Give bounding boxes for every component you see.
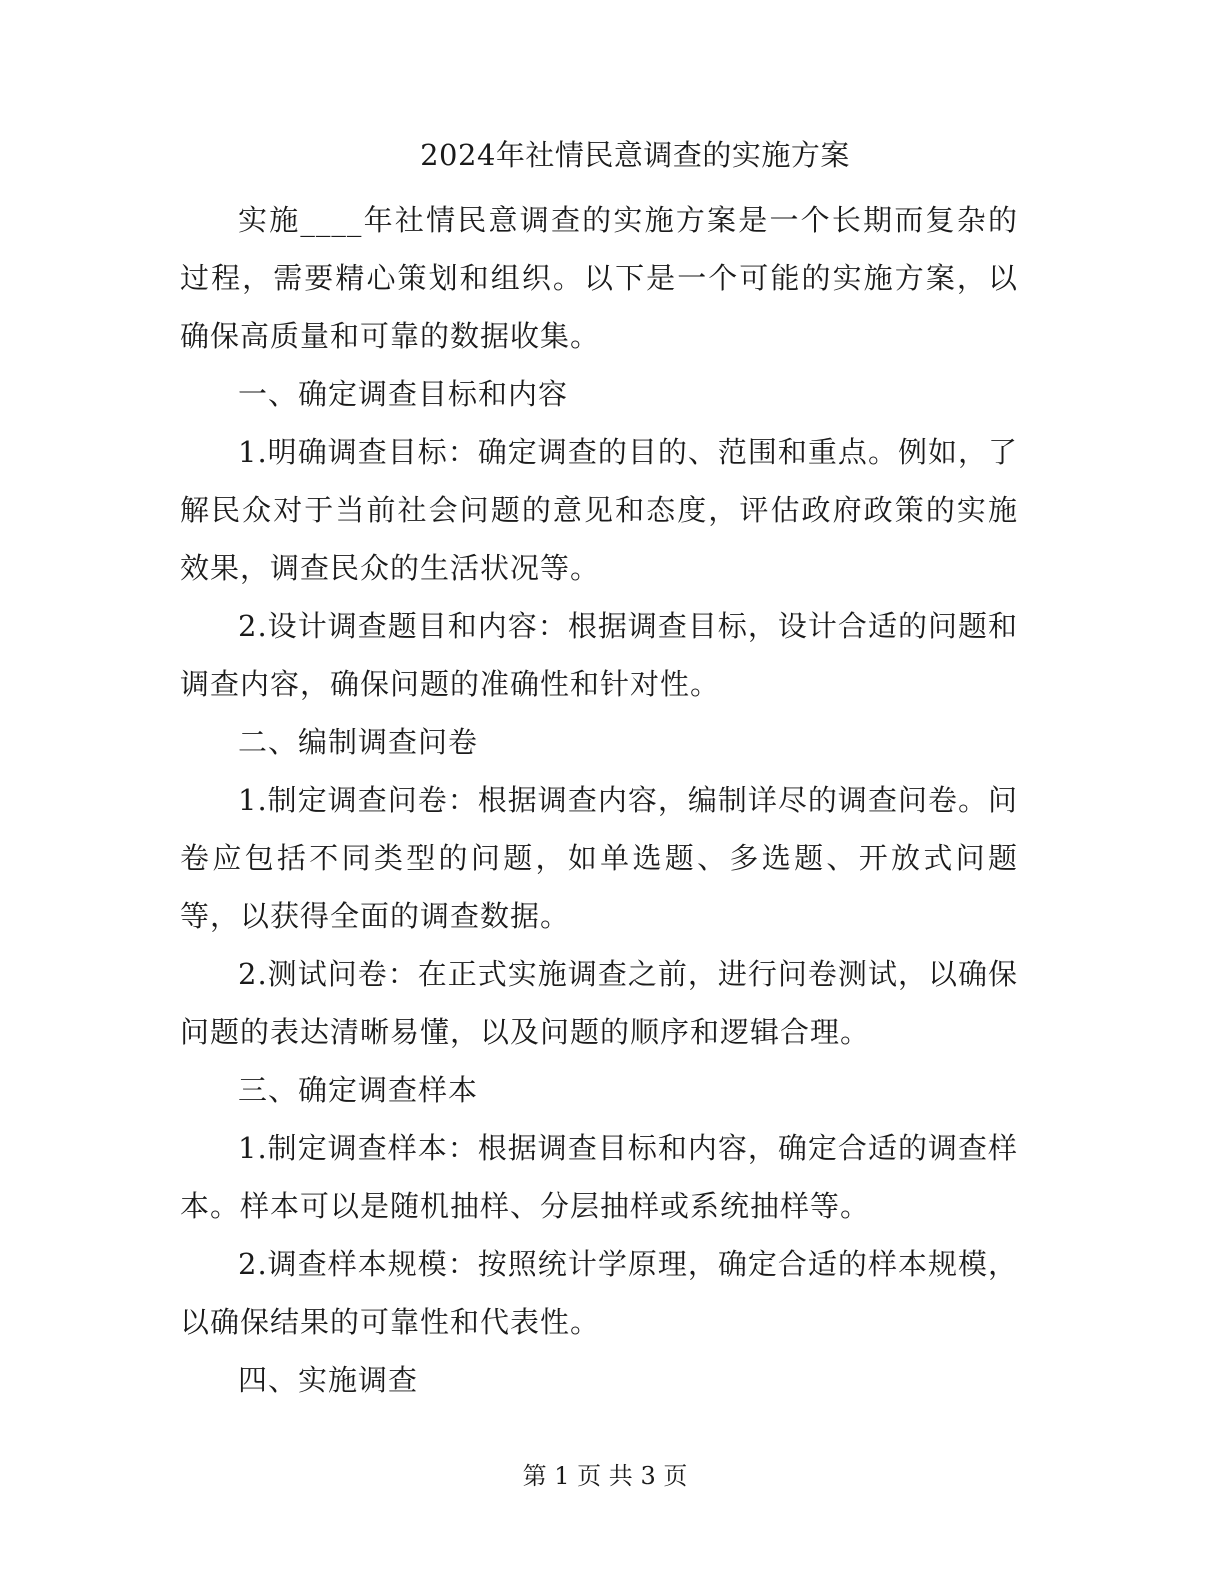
document-body [180,191,1018,1409]
section-heading-3: 三、确定调查样本 [238,1073,479,1107]
paragraph-1-1: 1.明确调查目标：确定调查的目的、范围和重点。例如，了解民众对于当前社会问题的意见和态度，评估政府政策的实施效果，调查民众的生活状况等。 [180,435,1018,585]
section-heading-1: 一、确定调查目标和内容 [238,377,569,411]
section-heading-4: 四、实施调查 [238,1363,419,1397]
paragraph-intro: 实施____年社情民意调查的实施方案是一个长期而复杂的过程，需要精心策划和组织。以下是一个可能的实施方案，以确保高质量和可靠的数据收集。 [180,203,1018,353]
paragraph-3-1: 1.制定调查样本：根据调查目标和内容，确定合适的调查样本。样本可以是随机抽样、分层抽样或系统抽样等。 [180,1131,1018,1223]
paragraph-1-2: 2.设计调查题目和内容：根据调查目标，设计合适的问题和调查内容，确保问题的准确性和针对性。 [180,609,1018,701]
paragraph-2-1: 1.制定调查问卷：根据调查内容，编制详尽的调查问卷。问卷应包括不同类型的问题，如单选题、多选题、开放式问题等，以获得全面的调查数据。 [180,783,1018,933]
document-title: 2024年社情民意调查的实施方案 [420,138,850,172]
section-heading-2: 二、编制调查问卷 [238,725,479,759]
paragraph-2-2: 2.测试问卷：在正式实施调查之前，进行问卷测试，以确保问题的表达清晰易懂，以及问题的顺序和逻辑合理。 [180,957,1018,1049]
page-footer: 第 1 页 共 3 页 [522,1462,688,1490]
paragraph-3-2: 2.调查样本规模：按照统计学原理，确定合适的样本规模，以确保结果的可靠性和代表性。 [180,1247,1018,1339]
